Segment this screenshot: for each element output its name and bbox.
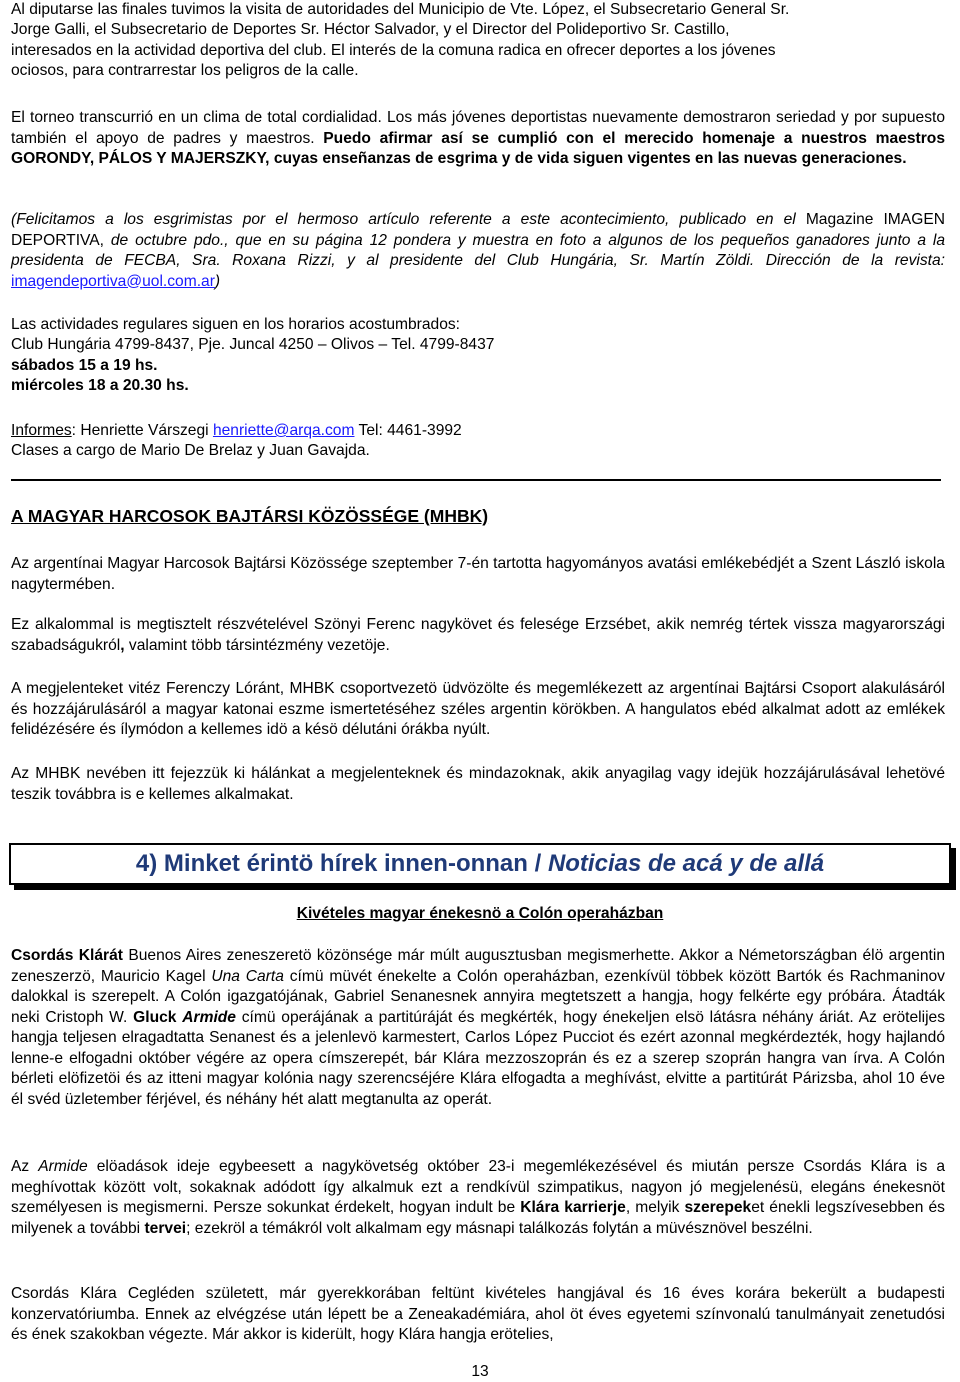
section-4-title-es: Noticias de acá y de allá [547,850,825,877]
article-p1-text-1: Buenos Aires zeneszeretö közönsége már múlt augusztusban megismerhette. Akkor a Németországban élö argentin zeneszerzö, Mauricio Kagel [11,947,945,985]
composer-gluck: Gluck [133,1008,177,1026]
horarios-miercoles: miércoles 18 a 20.30 hs. [11,377,189,394]
intro-line-1: Al diputarse las finales tuvimos la visita de autoridades del Municipio de Vte. López, el Subsecretario General Sr. [11,1,790,18]
torneo-homenaje-text: Puedo afirmar así se cumplió con el merecido homenaje a nuestros maestros GORONDY, PÁLOS Y MAJERSZKY, cuyas enseñanzas de esgrima y de vida siguen vigentes en las nuevas generaciones. [11,129,946,167]
torneo-text: El torneo transcurrió en un clima de total cordialidad. Los más jóvenes deportistas nuevamente demostraron seriedad y por supuesto también el apoyo de padres y maestros. [11,109,945,147]
article-p2-text-5: ; ezekröl a témákról volt alkalmam egy másnapi találkozás folytán a müvésznövel beszélni. [186,1219,813,1237]
singer-name: Csordás Klárát [11,947,123,964]
intro-line-3: interesados en la actividad deportiva del club. El interés de la comuna radica en ofrecer deportes a los jóvenes [11,42,776,59]
article-p2-text-2: elöadások ideje egybeesett a nagykövetség október 23-i megemlékezésével és miután persze Csordás Klára is a meghívottak között volt, sokaknak adódott így alkalmuk ezt a rendkívül szimpatikus, nagyon jó megjelenésü, elegáns énekesnöt személyesen is megismerni. Persze sokunkat érdekelt, hogyan indult be [11,1158,945,1216]
informes-email-link[interactable]: henriette@arqa.com [212,422,355,439]
informes-label: Informes [11,422,72,439]
magazine-email-link[interactable]: imagendeportiva@uol.com.ar [11,272,215,290]
intro-line-2: Jorge Galli, el Subsecretario de Deportes Sr. Héctor Salvador, y el Director del Polideportivo Sr. Castillo, [11,21,730,38]
page-number: 13 [471,1363,489,1380]
horarios-club: Club Hungária 4799-8437, Pje. Juncal 4250 – Olivos – Tel. 4799-8437 [11,336,495,353]
informes-line [11,421,945,442]
opera-armide-2: Armide [38,1158,88,1175]
mhbk-paragraph-3: A megjelenteket vitéz Ferenczy Lóránt, MHBK csoportvezetö üdvözölte és megemlékezett az argentínai Bajtársi Csoport alakulásáról és hozzájárulásáról a magyar katonai eszme ismertetéséhez széles argentin körökben. A hangulatos ebéd alkalmat adott az emlékek felidézésére és ílymódon a kellemes idö a késö délutáni órákba nyúlt. [11,680,945,738]
felicitamos-text-a: (Felicitamos a los esgrimistas por el hermoso artículo referente a este acontecimiento, publicado en el [11,211,806,228]
informes-tel: Tel: 4461-3992 [354,422,462,439]
article-p1-text-2: címü müvét énekelte a Colón operaházban, ezenkívül többek között Bartók és Rachmaninov dalokkal is szerepelt. A Colón igazgatójának, Gabriel Senanesnek annyira megtetszett a hangja, hogy felkérte egy próbára. Átadták neki Cristoph W. [11,967,945,1026]
mhbk-title: A MAGYAR HARCOSOK BAJTÁRSI KÖZÖSSÉGE (MHBK) [11,506,489,526]
felicitamos-text-d: , que en su página 12 pondera y muestra en foto a algunos de los pequeños ganadores junto a la presidenta de FECBA, Sra. Roxana Rizzi, y al presidente del Club Hungária, Sr. Martín Zöldi. Dirección de la revista: [11,231,945,269]
article-p2-text-4: et énekli legszívesebben és milyenek a további [11,1199,945,1237]
mhbk-p2-text-a: Ez alkalommal is megtisztelt részvételével Szönyi Ferenc nagykövet és felesége Erzsébet, akik nemrég tértek vissza magyarországi szabadságukról [11,616,945,654]
mhbk-paragraph-2 [11,615,945,656]
tervei-bold: tervei [144,1219,187,1237]
mhbk-paragraph-4: Az MHBK nevében itt fejezzük ki hálánkat a megjelenteknek és mindazoknak, akik anyagilag vagy idejük hozzájárulásával lehetövé teszik továbbra is e kellemes alkalmakat. [11,765,945,803]
article-p1-text-3: címü operájának a partitúráját és megkérték, hogy énekeljen elsö látásra néhány áriát. Az erötelijes hangja teljesen elragadtatta Senanest és a jelenlevö karmestert, Carlos López Pucciot és ezért azonnal megkérdezték, hogy hajlandó lenne-e elfogadni október végére az opera címszerepét, bár Klára mezzoszoprán és ez a szerep szoprán hangra van írva. A Colón bérleti elöfizetöi és az itteni magyar kolónia nagy szerencséjére Klára elfogadta a meghívást, elvitte a partitúrát Párizsba, ahol 10 éve él svéd üzletember férjével, és néhány hét alatt megtanulta az operát. [11,1008,946,1108]
work-una-carta: Una Carta [211,967,284,985]
felicitamos-text-c: de octubre pdo. [104,231,225,249]
section-divider [11,479,941,481]
torneo-paragraph [11,108,945,170]
article-paragraph-3: Csordás Klára Cegléden született, már gyerekkorában feltünt kivételes hangjával és 16 éves korára bekerült a budapesti konzervatóriumba. Ennek az elvégzése után lépett be a Zeneakadémiára, ahol öt éves egyetemi színvonalú tanulmányait zenetudósi és ének szakokban végezte. Már akkor is kiderült, hogy Klára hangja erötelies, [11,1285,945,1343]
klara-bold: Klára [520,1199,560,1216]
horarios-sabados: sábados 15 a 19 hs. [11,357,158,374]
mhbk-paragraph-1: Az argentínai Magyar Harcosok Bajtársi Közössége szeptember 7-én tartotta hagyományos avatási emlékebédjét a Szent László iskola nagytermében. [11,555,945,593]
mhbk-p2-text-c: valamint több társintézmény vezetöje. [124,636,390,654]
article-p2-text-1: Az [11,1158,39,1175]
intro-line-4: ociosos, para contrarrestar los peligros de la calle. [11,62,359,79]
magazine-name: Magazine IMAGEN DEPORTIVA, [11,211,945,249]
horarios-title: Las actividades regulares siguen en los horarios acostumbrados: [11,316,461,333]
article-subtitle: Kivételes magyar énekesnö a Colón operaházban [296,905,664,922]
szerepek-bold: szerepek [684,1199,752,1216]
felicitamos-paragraph [11,210,945,292]
mhbk-p2-comma: , [120,636,125,654]
informes-clases: Clases a cargo de Mario De Brelaz y Juan Gavajda. [11,442,370,459]
karrierje-bold: karrierje [564,1199,626,1216]
article-paragraph-1 [11,946,945,1110]
section-4-title-hu: 4) Minket érintö hírek innen-onnan / [135,850,548,877]
article-p2-text-3: , melyik [625,1199,685,1216]
article-paragraph-2 [11,1157,945,1239]
felicitamos-text-e: ) [214,272,221,290]
informes-text: : Henriette Várszegi [71,422,213,439]
section-4-banner [9,843,951,885]
opera-armide: Armide [182,1008,236,1026]
